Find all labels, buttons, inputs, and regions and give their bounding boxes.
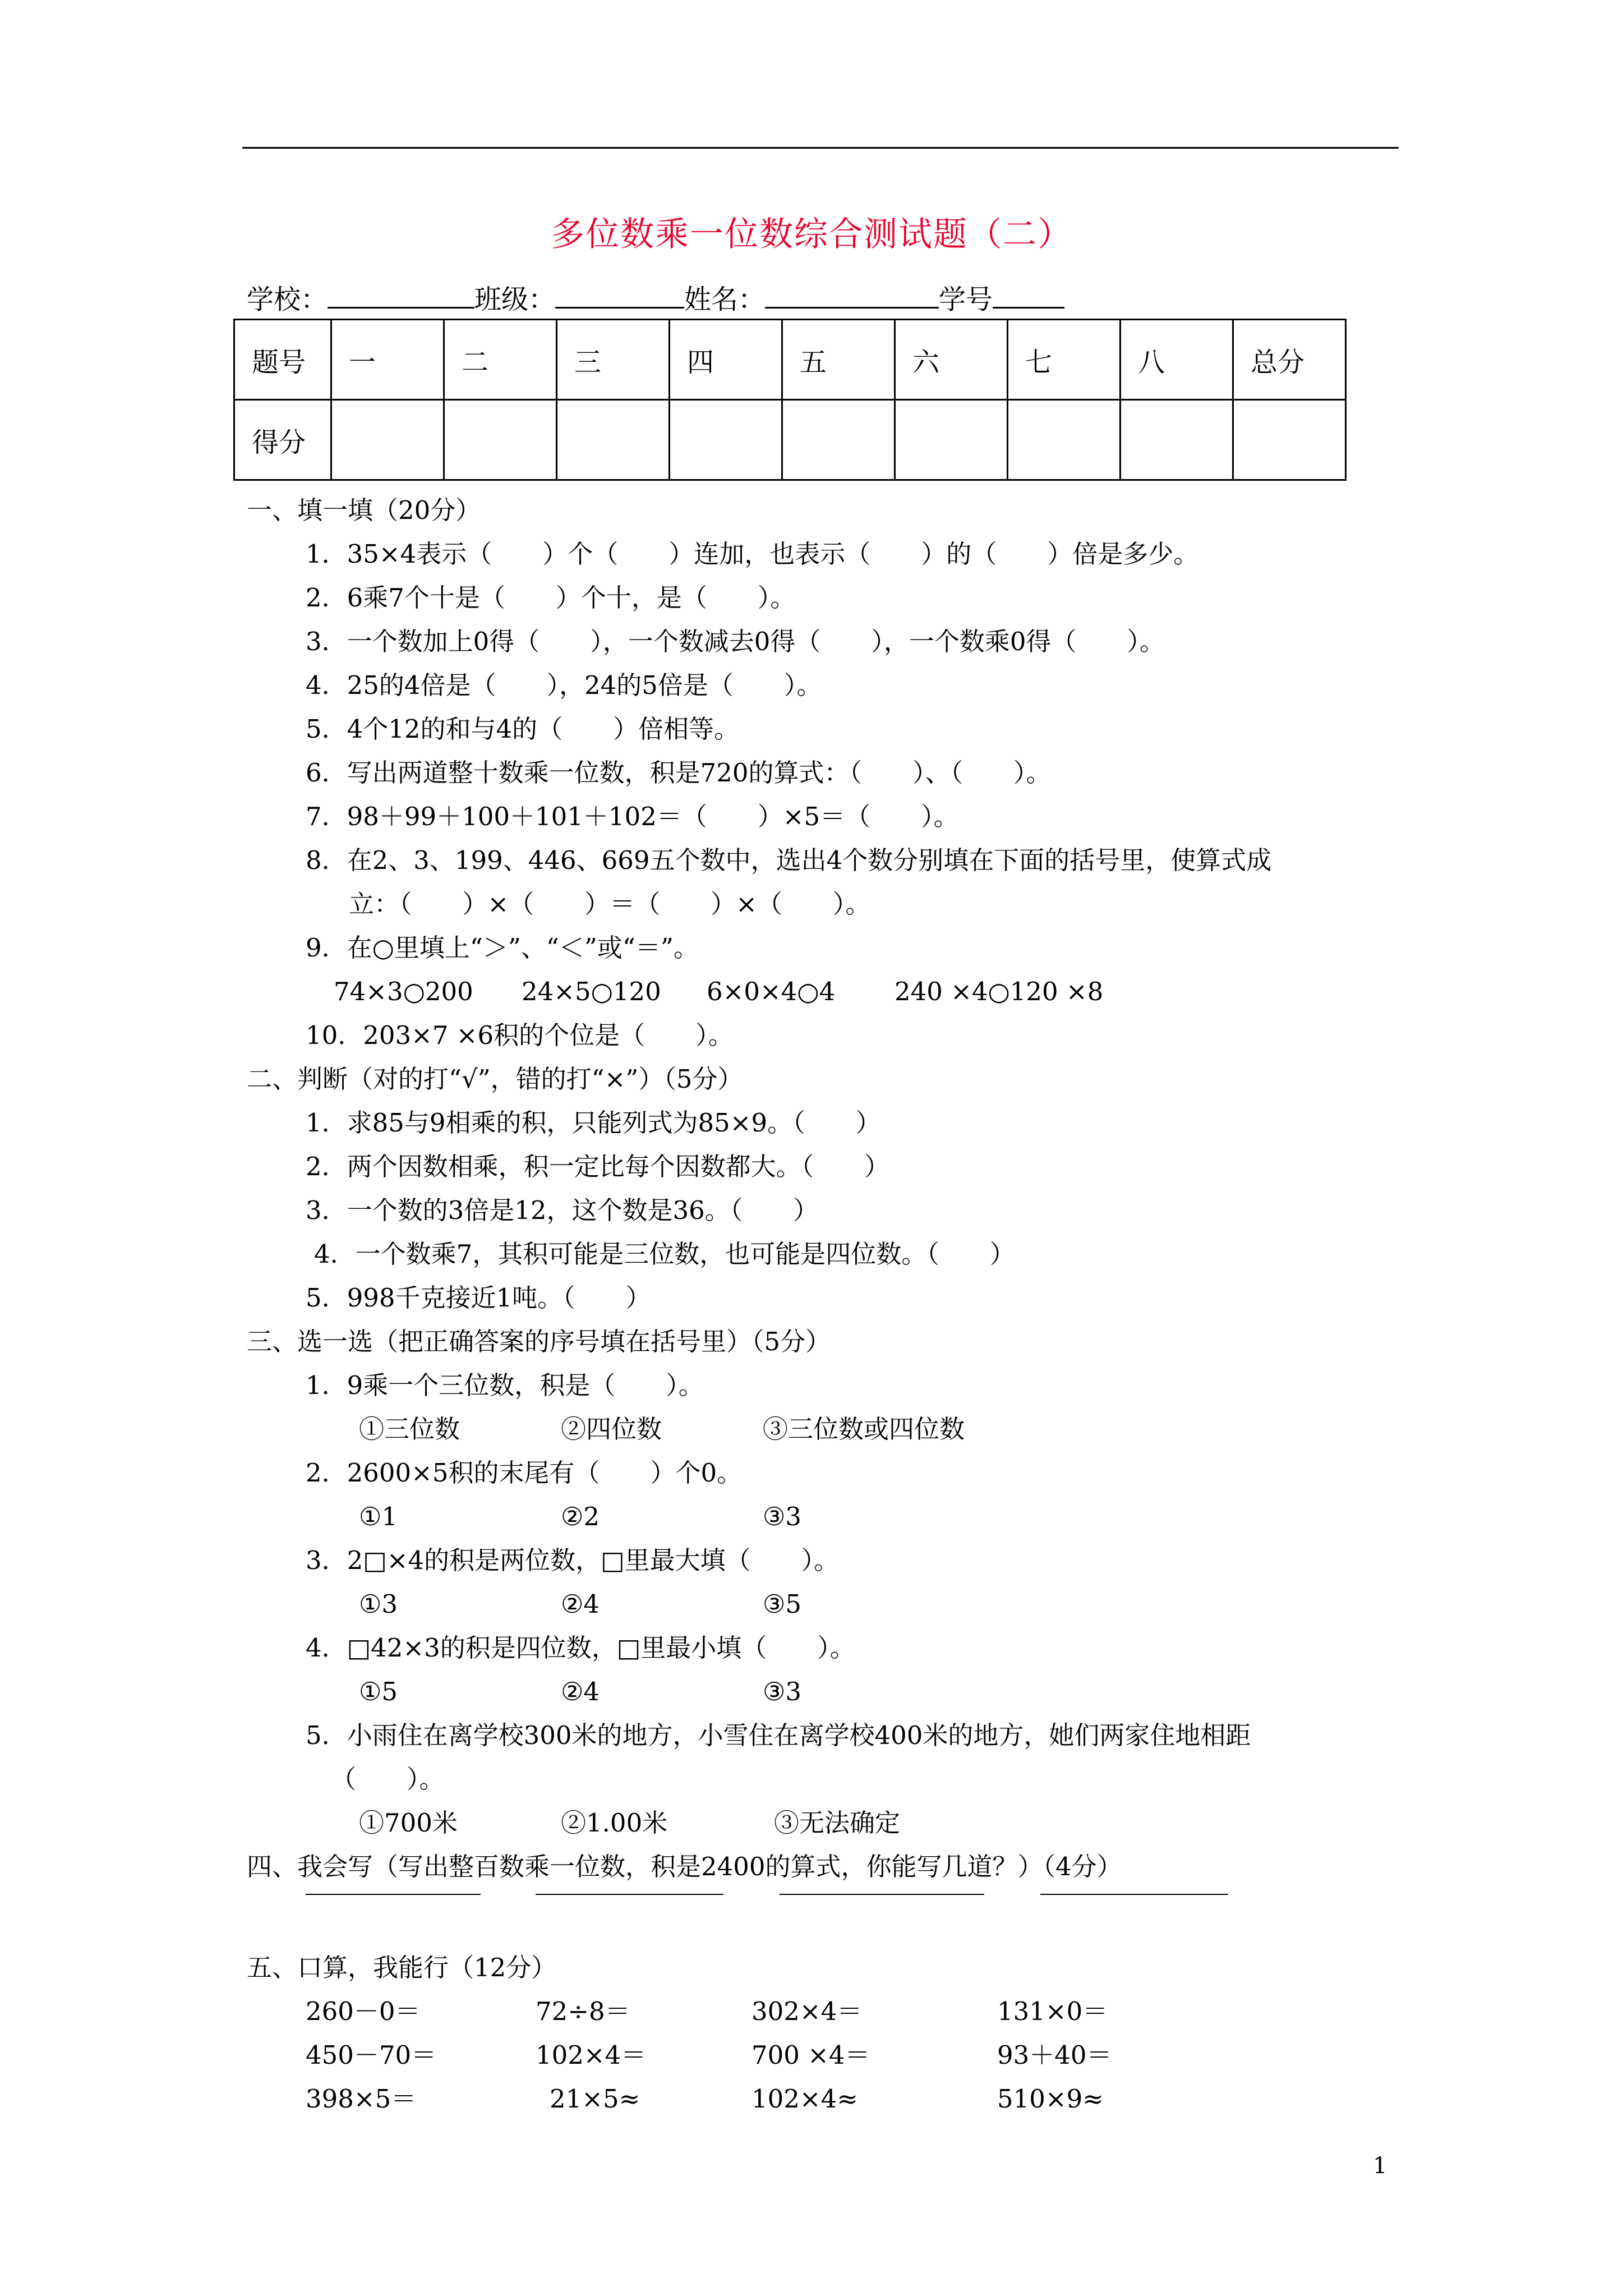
question-1-3: 3．一个数加上0得（ ），一个数减去0得（ ），一个数乘0得（ ）。 [306, 627, 1165, 656]
option: ③三位数或四位数 [763, 1414, 965, 1444]
score-col-total: 总分 [1233, 320, 1346, 400]
section2-heading: 二、判断（对的打“√”，错的打“×”）（5分） [247, 1064, 743, 1094]
score-col-4: 四 [670, 320, 782, 400]
option: ②4 [561, 1677, 600, 1706]
calc-row [0, 2082, 1623, 2116]
question-3-3: 3．2□×4的积是两位数，□里最大填（ ）。 [306, 1545, 840, 1575]
calc-item: 398×5＝ [306, 2084, 417, 2114]
score-row-label: 得分 [234, 400, 331, 480]
score-table-header-row [234, 320, 1346, 400]
option: ③5 [763, 1589, 801, 1619]
number-field[interactable] [993, 282, 1064, 309]
answer-line[interactable] [780, 1894, 984, 1895]
option: ①3 [359, 1589, 398, 1619]
option: ③3 [763, 1502, 801, 1531]
question-2-5: 5．998千克接近1吨。（ ） [306, 1283, 651, 1313]
score-col-6: 六 [895, 320, 1008, 400]
score-cell[interactable] [1121, 400, 1233, 480]
question-1-4: 4．25的4倍是（ ），24的5倍是（ ）。 [306, 670, 822, 700]
section4-heading: 四、我会写（写出整百数乘一位数，积是2400的算式，你能写几道？）（4分） [247, 1852, 1122, 1881]
score-col-8: 八 [1121, 320, 1233, 400]
calc-item: 93＋40＝ [997, 2040, 1112, 2070]
question-3-4: 4．□42×3的积是四位数，□里最小填（ ）。 [306, 1633, 855, 1663]
name-label: 姓名： [684, 284, 766, 315]
calc-row [0, 1995, 1623, 2028]
options-3-1 [0, 1412, 1623, 1446]
question-1-8-continued: 立：（ ）×（ ）＝（ ）×（ ）。 [349, 889, 871, 919]
school-label: 学校： [247, 284, 328, 315]
answer-line[interactable] [536, 1894, 723, 1895]
section3-heading: 三、选一选（把正确答案的序号填在括号里）（5分） [247, 1327, 831, 1356]
options-3-4 [0, 1675, 1623, 1709]
header-rule [242, 147, 1399, 149]
option: ①5 [359, 1677, 398, 1706]
option: ③无法确定 [774, 1808, 901, 1838]
question-1-2: 2．6乘7个十是（ ）个十，是（ ）。 [306, 583, 796, 613]
score-cell[interactable] [1233, 400, 1346, 480]
calc-item: 102×4≈ [751, 2084, 858, 2114]
number-label: 学号 [939, 284, 993, 315]
question-2-4: 4．一个数乘7，其积可能是三位数，也可能是四位数。（ ） [314, 1239, 1015, 1269]
score-cell[interactable] [444, 400, 557, 480]
option: ①1 [359, 1502, 398, 1531]
calc-item: 450－70＝ [306, 2040, 437, 2070]
calc-item: 302×4＝ [751, 1996, 863, 2026]
compare-row [0, 975, 1623, 1009]
question-3-1: 1．9乘一个三位数，积是（ ）。 [306, 1370, 704, 1400]
score-col-2: 二 [444, 320, 557, 400]
question-2-3: 3．一个数的3倍是12，这个数是36。（ ） [306, 1195, 819, 1225]
score-cell[interactable] [331, 400, 444, 480]
calc-item: 72÷8＝ [536, 1996, 630, 2026]
calc-item: 102×4＝ [536, 2040, 647, 2070]
question-3-2: 2．2600×5积的末尾有（ ）个0。 [306, 1458, 743, 1488]
score-col-7: 七 [1008, 320, 1121, 400]
question-1-6: 6．写出两道整十数乘一位数，积是720的算式：（ ）、（ ）。 [306, 758, 1052, 788]
calc-row [0, 2039, 1623, 2072]
score-col-1: 一 [331, 320, 444, 400]
compare-item: 240 ×4○120 ×8 [895, 977, 1104, 1006]
page-number: 1 [1373, 2153, 1387, 2179]
option: ②4 [561, 1589, 600, 1619]
compare-item: 24×5○120 [522, 977, 661, 1006]
score-table-score-row [234, 400, 1346, 480]
question-3-5-continued: （ ）。 [331, 1764, 445, 1794]
score-header-label: 题号 [234, 320, 331, 400]
compare-item: 6×0×4○4 [707, 977, 836, 1006]
option: ①三位数 [359, 1414, 460, 1444]
score-col-5: 五 [782, 320, 895, 400]
question-2-2: 2．两个因数相乘，积一定比每个因数都大。（ ） [306, 1152, 890, 1181]
question-3-5: 5．小雨住在离学校300米的地方，小雪住在离学校400米的地方，她们两家住地相距 [306, 1720, 1251, 1750]
answer-lines [0, 1894, 1623, 1927]
calc-item: 510×9≈ [997, 2084, 1104, 2114]
page-title: 多位数乘一位数综合测试题（二） [551, 215, 1072, 254]
options-3-5 [0, 1806, 1623, 1840]
class-label: 班级： [474, 284, 556, 315]
question-1-10: 10．203×7 ×6积的个位是（ ）。 [306, 1020, 734, 1050]
section5-heading: 五、口算，我能行（12分） [247, 1953, 557, 1982]
calc-item: 700 ×4＝ [751, 2040, 870, 2070]
question-2-1: 1．求85与9相乘的积，只能列式为85×9。（ ） [306, 1108, 881, 1138]
section1-heading: 一、填一填（20分） [247, 495, 481, 525]
score-col-3: 三 [557, 320, 670, 400]
name-field[interactable] [765, 282, 939, 309]
calc-item: 260－0＝ [306, 1996, 421, 2026]
option: ②1.00米 [561, 1808, 668, 1838]
score-cell[interactable] [782, 400, 895, 480]
option: ①700米 [359, 1808, 458, 1838]
student-info-line [247, 278, 1064, 316]
options-3-3 [0, 1588, 1623, 1621]
question-1-5: 5．4个12的和与4的（ ）倍相等。 [306, 714, 740, 744]
question-1-1: 1．35×4表示（ ）个（ ）连加，也表示（ ）的（ ）倍是多少。 [306, 539, 1199, 569]
compare-item: 74×3○200 [334, 977, 473, 1006]
question-1-8: 8．在2、3、199、446、669五个数中，选出4个数分别填在下面的括号里，使算式成 [306, 845, 1272, 875]
score-table [233, 319, 1347, 481]
question-1-9: 9．在○里填上“＞”、“＜”或“＝”。 [306, 933, 699, 963]
score-cell[interactable] [557, 400, 670, 480]
options-3-2 [0, 1500, 1623, 1534]
answer-line[interactable] [1040, 1894, 1228, 1895]
class-field[interactable] [555, 282, 684, 309]
score-cell[interactable] [895, 400, 1008, 480]
option: ②四位数 [561, 1414, 662, 1444]
score-cell[interactable] [670, 400, 782, 480]
option: ②2 [561, 1502, 600, 1531]
option: ③3 [763, 1677, 801, 1706]
question-1-7: 7．98＋99＋100＋101＋102＝（ ）×5＝（ ）。 [306, 802, 959, 831]
answer-line[interactable] [306, 1894, 481, 1895]
score-cell[interactable] [1008, 400, 1121, 480]
calc-item: 21×5≈ [550, 2084, 640, 2114]
school-field[interactable] [328, 282, 474, 309]
calc-item: 131×0＝ [997, 1996, 1108, 2026]
